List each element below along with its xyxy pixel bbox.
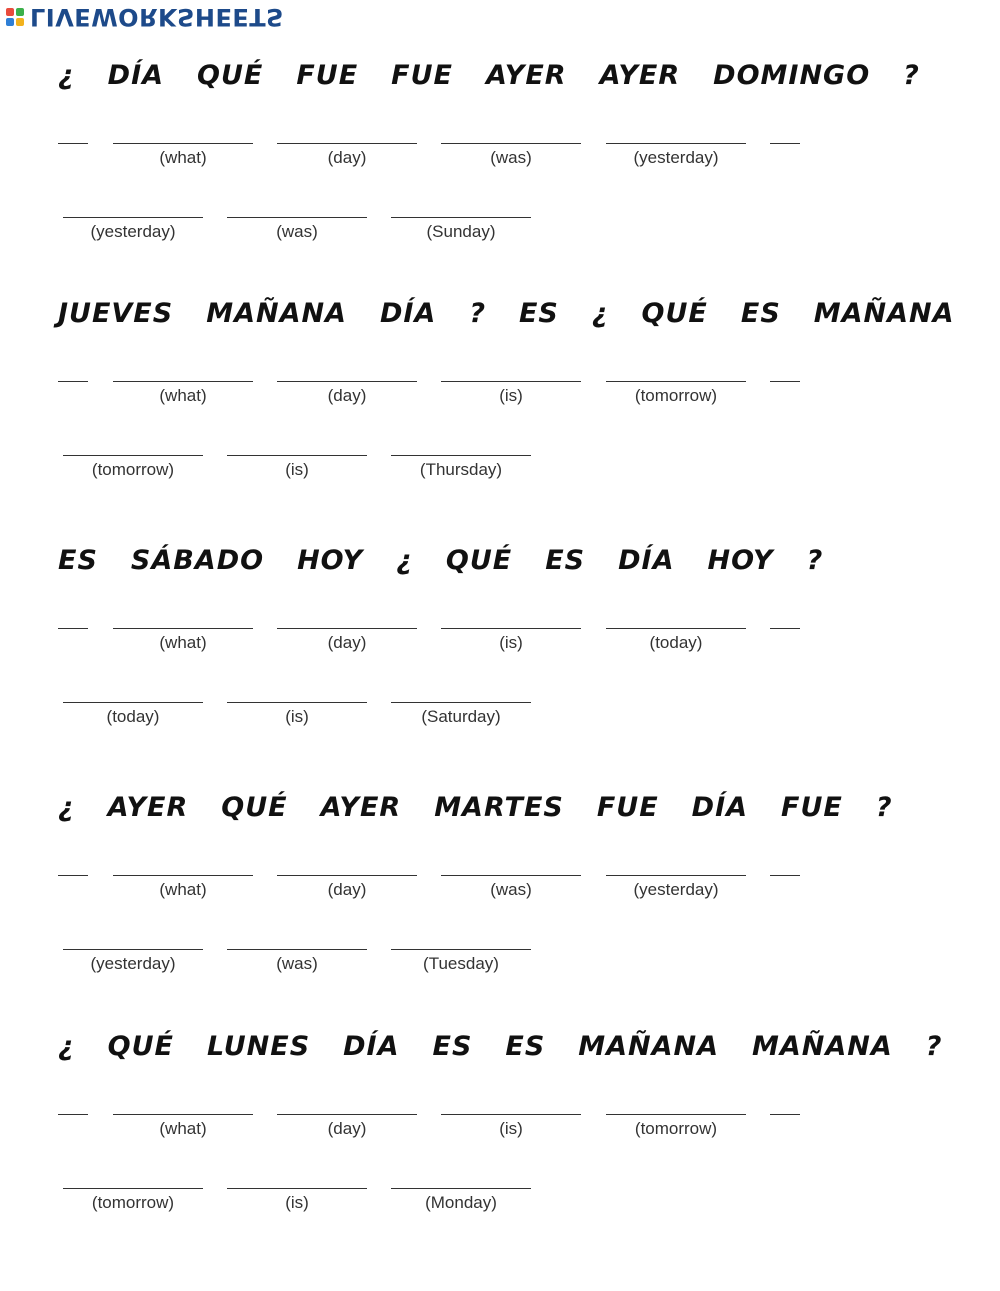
scrambled-word: JUEVES	[58, 297, 174, 329]
answer-blank[interactable]	[606, 1102, 746, 1142]
scrambled-word: DÍA	[379, 297, 437, 329]
blank-line[interactable]	[391, 455, 531, 456]
exercise-5	[0, 1026, 1000, 1256]
answer-blank[interactable]	[227, 1176, 367, 1216]
hint-label: (what)	[159, 633, 207, 652]
scrambled-word: AYER	[107, 791, 189, 823]
answer-blank[interactable]	[227, 205, 367, 245]
scrambled-words	[58, 293, 988, 333]
blank-line[interactable]	[63, 217, 203, 218]
scrambled-word: ?	[875, 791, 893, 823]
answer-blank[interactable]	[277, 1102, 417, 1142]
scrambled-word: ES	[518, 297, 559, 329]
scrambled-word: QUÉ	[221, 791, 288, 823]
blank-line[interactable]	[58, 1114, 88, 1115]
hint-label: (was)	[276, 954, 318, 973]
blank-line[interactable]	[277, 875, 417, 876]
exercise-3	[0, 540, 1000, 770]
hint-label: (tomorrow)	[91, 460, 175, 479]
scrambled-word: FUE	[296, 59, 359, 91]
answer-blank[interactable]	[63, 1176, 203, 1216]
blank-line[interactable]	[63, 455, 203, 456]
scrambled-word: AYER	[485, 59, 567, 91]
answer-blank[interactable]	[391, 1176, 531, 1216]
answer-row-2	[0, 937, 1000, 987]
hint-label: (Monday)	[425, 1193, 497, 1212]
answer-blank[interactable]	[606, 131, 746, 171]
answer-blank[interactable]	[770, 131, 800, 171]
hint-label: (what)	[159, 386, 207, 405]
scrambled-word: QUÉ	[197, 59, 264, 91]
blank-line[interactable]	[606, 381, 746, 382]
answer-blank[interactable]	[113, 1102, 253, 1142]
hint-label: (day)	[327, 148, 367, 167]
hint-label: (yesterday)	[633, 880, 719, 899]
answer-blank[interactable]	[227, 443, 367, 483]
hint-label: (yesterday)	[90, 222, 176, 241]
scrambled-word: ?	[806, 544, 824, 576]
blank-line[interactable]	[441, 143, 581, 144]
scrambled-word: FUE	[781, 791, 843, 823]
answer-blank[interactable]	[227, 690, 367, 730]
blank-line[interactable]	[391, 702, 531, 703]
hint-label: (was)	[276, 222, 318, 241]
answer-blank[interactable]	[63, 937, 203, 977]
blank-line[interactable]	[227, 1188, 367, 1189]
hint-label: (day)	[327, 633, 367, 652]
scrambled-word: ¿	[591, 297, 609, 329]
blank-line[interactable]	[441, 1114, 581, 1115]
blank-line[interactable]	[113, 143, 253, 144]
hint-label: (day)	[327, 880, 367, 899]
answer-blank[interactable]	[277, 369, 417, 409]
scrambled-word: AYER	[599, 59, 681, 91]
hint-label: (yesterday)	[90, 954, 176, 973]
scrambled-word: DÍA	[343, 1030, 400, 1062]
blank-line[interactable]	[63, 1188, 203, 1189]
answer-blank[interactable]	[58, 1102, 88, 1142]
hint-label: (is)	[499, 633, 523, 652]
blank-line[interactable]	[606, 1114, 746, 1115]
blank-line[interactable]	[58, 875, 88, 876]
hint-label: (tomorrow)	[634, 1119, 718, 1138]
scrambled-word: QUÉ	[445, 544, 513, 576]
blank-line[interactable]	[391, 217, 531, 218]
scrambled-word: DÍA	[691, 791, 749, 823]
answer-blank[interactable]	[391, 937, 531, 977]
logo-text: LIVEWORKSHEETS	[30, 3, 284, 31]
scrambled-word: ES	[505, 1030, 546, 1062]
scrambled-words	[58, 55, 953, 95]
answer-blank[interactable]	[770, 1102, 800, 1142]
answer-blank[interactable]	[441, 369, 581, 409]
exercise-1	[0, 55, 1000, 285]
answer-blank[interactable]	[441, 616, 581, 656]
answer-blank[interactable]	[606, 369, 746, 409]
blank-line[interactable]	[770, 628, 800, 629]
answer-blank[interactable]	[58, 616, 88, 656]
scrambled-word: SÁBADO	[130, 544, 265, 576]
blank-line[interactable]	[58, 628, 88, 629]
answer-row-1	[0, 863, 1000, 913]
blank-line[interactable]	[441, 628, 581, 629]
scrambled-word: ?	[925, 1030, 943, 1062]
scrambled-words	[58, 540, 856, 580]
answer-blank[interactable]	[58, 369, 88, 409]
answer-blank[interactable]	[63, 205, 203, 245]
answer-blank[interactable]	[63, 690, 203, 730]
scrambled-word: MAÑANA	[578, 1030, 720, 1062]
hint-label: (today)	[649, 633, 703, 652]
blank-line[interactable]	[391, 1188, 531, 1189]
blank-line[interactable]	[606, 628, 746, 629]
logo-tiles-icon	[6, 8, 24, 26]
answer-blank[interactable]	[441, 863, 581, 903]
blank-line[interactable]	[113, 628, 253, 629]
hint-label: (day)	[327, 386, 367, 405]
hint-label: (tomorrow)	[91, 1193, 175, 1212]
blank-line[interactable]	[113, 875, 253, 876]
answer-blank[interactable]	[227, 937, 367, 977]
blank-line[interactable]	[227, 455, 367, 456]
hint-label: (is)	[499, 1119, 523, 1138]
scrambled-word: ¿	[58, 1030, 75, 1062]
hint-label: (what)	[159, 880, 207, 899]
answer-blank[interactable]	[113, 131, 253, 171]
answer-blank[interactable]	[441, 131, 581, 171]
liveworksheets-logo	[6, 2, 284, 32]
scrambled-word: DOMINGO	[713, 59, 871, 91]
blank-line[interactable]	[606, 143, 746, 144]
blank-line[interactable]	[227, 217, 367, 218]
scrambled-word: QUÉ	[641, 297, 708, 329]
scrambled-word: ¿	[58, 791, 75, 823]
answer-blank[interactable]	[113, 863, 253, 903]
scrambled-word: HOY	[297, 544, 364, 576]
answer-row-2	[0, 443, 1000, 493]
answer-blank[interactable]	[113, 616, 253, 656]
hint-label: (Tuesday)	[423, 954, 499, 973]
scrambled-word: ?	[469, 297, 486, 329]
blank-line[interactable]	[441, 381, 581, 382]
blank-line[interactable]	[441, 875, 581, 876]
answer-blank[interactable]	[277, 863, 417, 903]
blank-line[interactable]	[58, 381, 88, 382]
hint-label: (tomorrow)	[634, 386, 718, 405]
answer-blank[interactable]	[58, 131, 88, 171]
scrambled-word: MAÑANA	[752, 1030, 893, 1062]
scrambled-word: ¿	[58, 59, 75, 91]
scrambled-word: FUE	[391, 59, 453, 91]
hint-label: (was)	[490, 148, 532, 167]
answer-blank[interactable]	[277, 131, 417, 171]
answer-blank[interactable]	[63, 443, 203, 483]
answer-blank[interactable]	[391, 443, 531, 483]
answer-blank[interactable]	[770, 863, 800, 903]
answer-blank[interactable]	[770, 369, 800, 409]
answer-blank[interactable]	[606, 616, 746, 656]
blank-line[interactable]	[770, 143, 800, 144]
answer-blank[interactable]	[277, 616, 417, 656]
answer-row-1	[0, 616, 1000, 666]
answer-row-2	[0, 690, 1000, 740]
blank-line[interactable]	[277, 1114, 417, 1115]
blank-line[interactable]	[227, 702, 367, 703]
answer-blank[interactable]	[770, 616, 800, 656]
answer-blank[interactable]	[58, 863, 88, 903]
blank-line[interactable]	[770, 875, 800, 876]
answer-blank[interactable]	[391, 690, 531, 730]
exercise-4	[0, 787, 1000, 1017]
hint-label: (today)	[106, 707, 160, 726]
blank-line[interactable]	[606, 875, 746, 876]
blank-line[interactable]	[63, 702, 203, 703]
hint-label: (is)	[285, 460, 309, 479]
blank-line[interactable]	[277, 628, 417, 629]
scrambled-word: HOY	[707, 544, 774, 576]
scrambled-word: QUÉ	[107, 1030, 174, 1062]
blank-line[interactable]	[770, 381, 800, 382]
answer-blank[interactable]	[113, 369, 253, 409]
scrambled-word: MAÑANA	[813, 297, 955, 329]
blank-line[interactable]	[277, 381, 417, 382]
blank-line[interactable]	[63, 949, 203, 950]
answer-blank[interactable]	[391, 205, 531, 245]
answer-row-1	[0, 131, 1000, 181]
scrambled-word: LUNES	[207, 1030, 311, 1062]
scrambled-word: FUE	[596, 791, 659, 823]
scrambled-word: ¿	[396, 544, 413, 576]
exercise-2	[0, 293, 1000, 523]
scrambled-word: ES	[58, 544, 98, 576]
hint-label: (what)	[159, 148, 207, 167]
blank-line[interactable]	[58, 143, 88, 144]
hint-label: (is)	[285, 707, 309, 726]
scrambled-words	[58, 787, 926, 827]
scrambled-word: ES	[432, 1030, 473, 1062]
answer-blank[interactable]	[606, 863, 746, 903]
hint-label: (Sunday)	[426, 222, 496, 241]
answer-blank[interactable]	[441, 1102, 581, 1142]
hint-label: (yesterday)	[633, 148, 719, 167]
scrambled-word: ES	[740, 297, 781, 329]
blank-line[interactable]	[113, 381, 253, 382]
hint-label: (is)	[499, 386, 523, 405]
blank-line[interactable]	[770, 1114, 800, 1115]
scrambled-word: DÍA	[107, 59, 165, 91]
scrambled-word: MAÑANA	[206, 297, 347, 329]
scrambled-word: ES	[545, 544, 586, 576]
scrambled-word: DÍA	[618, 544, 675, 576]
answer-row-2	[0, 1176, 1000, 1226]
scrambled-word: AYER	[320, 791, 402, 823]
blank-line[interactable]	[277, 143, 417, 144]
hint-label: (Thursday)	[419, 460, 503, 479]
blank-line[interactable]	[113, 1114, 253, 1115]
scrambled-word: ?	[903, 59, 920, 91]
hint-label: (Saturday)	[421, 707, 501, 726]
answer-row-1	[0, 369, 1000, 419]
blank-line[interactable]	[227, 949, 367, 950]
answer-row-1	[0, 1102, 1000, 1152]
scrambled-words	[58, 1026, 975, 1066]
hint-label: (day)	[327, 1119, 367, 1138]
blank-line[interactable]	[391, 949, 531, 950]
hint-label: (is)	[285, 1193, 309, 1212]
answer-row-2	[0, 205, 1000, 255]
hint-label: (was)	[490, 880, 532, 899]
scrambled-word: MARTES	[434, 791, 564, 823]
hint-label: (what)	[159, 1119, 207, 1138]
